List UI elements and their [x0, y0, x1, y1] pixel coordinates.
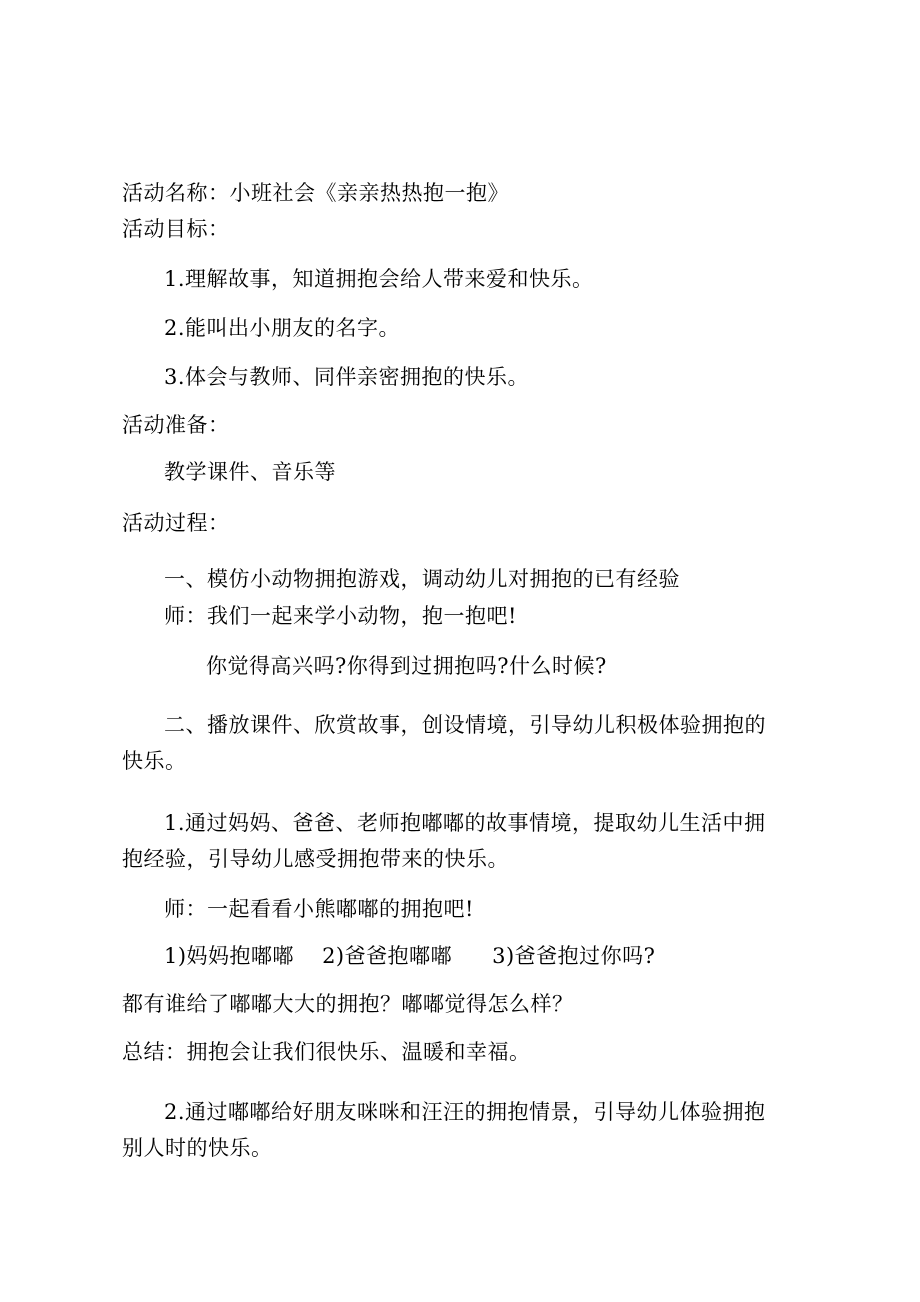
option-3: 3)爸爸抱过你吗?	[492, 944, 656, 968]
goals-heading: 活动目标：	[122, 217, 230, 241]
step2-summary: 总结：拥抱会让我们很快乐、温暖和幸福。	[122, 1040, 531, 1064]
option-1: 1)妈妈抱嘟嘟	[164, 944, 295, 968]
option-2: 2)爸爸抱嘟嘟	[322, 944, 453, 968]
preparation-heading: 活动准备：	[122, 413, 230, 437]
step2-sub1: 1.通过妈妈、爸爸、老师抱嘟嘟的故事情境，提取幼儿生活中拥抱经验，引导幼儿感受拥抱带来的快乐。	[122, 811, 766, 871]
step2-question: 都有谁给了嘟嘟大大的拥抱？嘟嘟觉得怎么样？	[122, 992, 574, 1016]
goal-item-1: 1.理解故事，知道拥抱会给人带来爱和快乐。	[164, 267, 594, 291]
activity-name: 活动名称：小班社会《亲亲热热抱一抱》	[122, 181, 509, 205]
step1-question: 你觉得高兴吗?你得到过拥抱吗?什么时候?	[206, 654, 607, 678]
step1-title: 一、模仿小动物拥抱游戏，调动幼儿对拥抱的已有经验	[164, 567, 680, 591]
step2-sub1-teacher: 师：一起看看小熊嘟嘟的拥抱吧!	[164, 897, 474, 921]
goal-item-3: 3.体会与教师、同伴亲密拥抱的快乐。	[164, 365, 530, 389]
step2-sub2: 2.通过嘟嘟给好朋友咪咪和汪汪的拥抱情景，引导幼儿体验拥抱别人时的快乐。	[122, 1100, 766, 1160]
options-row	[164, 944, 655, 968]
step2-title: 二、播放课件、欣赏故事，创设情境，引导幼儿积极体验拥抱的快乐。	[122, 713, 766, 773]
goal-item-2: 2.能叫出小朋友的名字。	[164, 316, 401, 340]
process-heading: 活动过程：	[122, 511, 230, 535]
step1-teacher-line: 师：我们一起来学小动物，抱一抱吧!	[164, 604, 517, 628]
preparation-text: 教学课件、音乐等	[164, 460, 336, 484]
